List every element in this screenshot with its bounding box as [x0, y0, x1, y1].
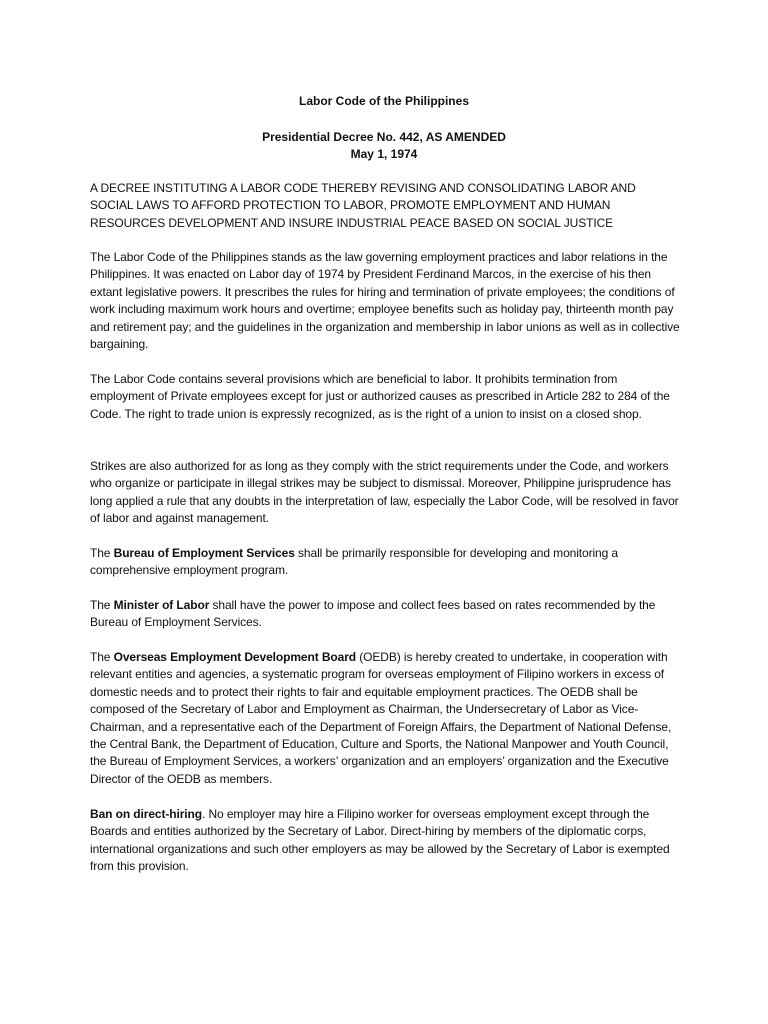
oedb-term: Overseas Employment Development Board: [113, 650, 357, 664]
p6-suffix: (OEDB) is hereby created to undertake, in cooperation with relevant entities and agencies, a systematic program for overseas employment of Filipino workers in excess of domestic needs and to protect their rights to fair and equitable employment practices. The OEDB shall be composed of the Secretary of Labor and Employment as Chairman, the Undersecretary of Labor as Vice-Chairman, and a representative each of the Department of Foreign Affairs, the Department of National Defense, the Central Bank, the Department of Education, Culture and Sports, the National Manpower and Youth Council, the Bureau of Employment Services, a workers’ organization and an employers’ organization and the Executive Director of the OEDB as members.: [90, 650, 672, 786]
p7-suffix: . No employer may hire a Filipino worker for overseas employment except through the Boards and entities authorized by the Secretary of Labor. Direct-hiring by members of the diplomatic corps, international organizations and such other employers as may be allowed by the Secretary of Labor is exempted from this provision.: [90, 807, 670, 874]
p4-prefix: The: [90, 546, 114, 560]
p5-prefix: The: [90, 598, 114, 612]
direct-hiring-term: Ban on direct-hiring: [90, 807, 203, 821]
document-title: Labor Code of the Philippines: [298, 94, 469, 108]
minister-of-labor-term: Minister of Labor: [113, 598, 210, 612]
p5-suffix: shall have the power to impose and collect fees based on rates recommended by the Bureau of Employment Services.: [90, 598, 656, 630]
preamble: A DECREE INSTITUTING A LABOR CODE THEREBY REVISING AND CONSOLIDATING LABOR AND SOCIAL LAWS TO AFFORD PROTECTION TO LABOR, PROMOTE EMPLOYMENT AND HUMAN RESOURCES DEVELOPMENT AND INSURE INDUSTRIAL PEACE BASED ON SOCIAL JUSTICE: [90, 181, 636, 230]
paragraph-provisions: The Labor Code contains several provisions which are beneficial to labor. It prohibits termination from employment of Private employees except for just or authorized causes as prescribed in Article 282 to 284 of the Code. The right to trade union is expressly recognized, as is the right of a union to insist on a closed shop.: [90, 372, 670, 421]
decree-number: Presidential Decree No. 442, AS AMENDED: [262, 130, 506, 144]
paragraph-minister-of-labor: [90, 597, 680, 632]
paragraph-strikes: Strikes are also authorized for as long as they comply with the strict requirements under the Code, and workers who organize or participate in illegal strikes may be subject to dismissal. Moreover, Philippine jurisprudence has long applied a rule that any doubts in the interpretation of law, especially the Labor Code, will be resolved in favor of labor and against management.: [90, 459, 679, 526]
paragraph-overview: The Labor Code of the Philippines stands as the law governing employment practices and labor relations in the Philippines. It was enacted on Labor day of 1974 by President Ferdinand Marcos, in the exercise of his then extant legislative powers. It prescribes the rules for hiring and termination of private employees; the conditions of work including maximum work hours and overtime; employee benefits such as holiday pay, thirteenth month pay and retirement pay; and the guidelines in the organization and membership in labor unions as well as in collective bargaining.: [90, 250, 680, 352]
paragraph-oedb: [90, 649, 680, 788]
paragraph-direct-hiring-ban: [90, 806, 680, 876]
decree-date: May 1, 1974: [350, 147, 418, 161]
p6-prefix: The: [90, 650, 114, 664]
paragraph-bureau-employment-services: [90, 545, 680, 580]
bureau-employment-services-term: Bureau of Employment Services: [113, 546, 295, 560]
p4-suffix: shall be primarily responsible for developing and monitoring a comprehensive employment program.: [90, 546, 619, 578]
